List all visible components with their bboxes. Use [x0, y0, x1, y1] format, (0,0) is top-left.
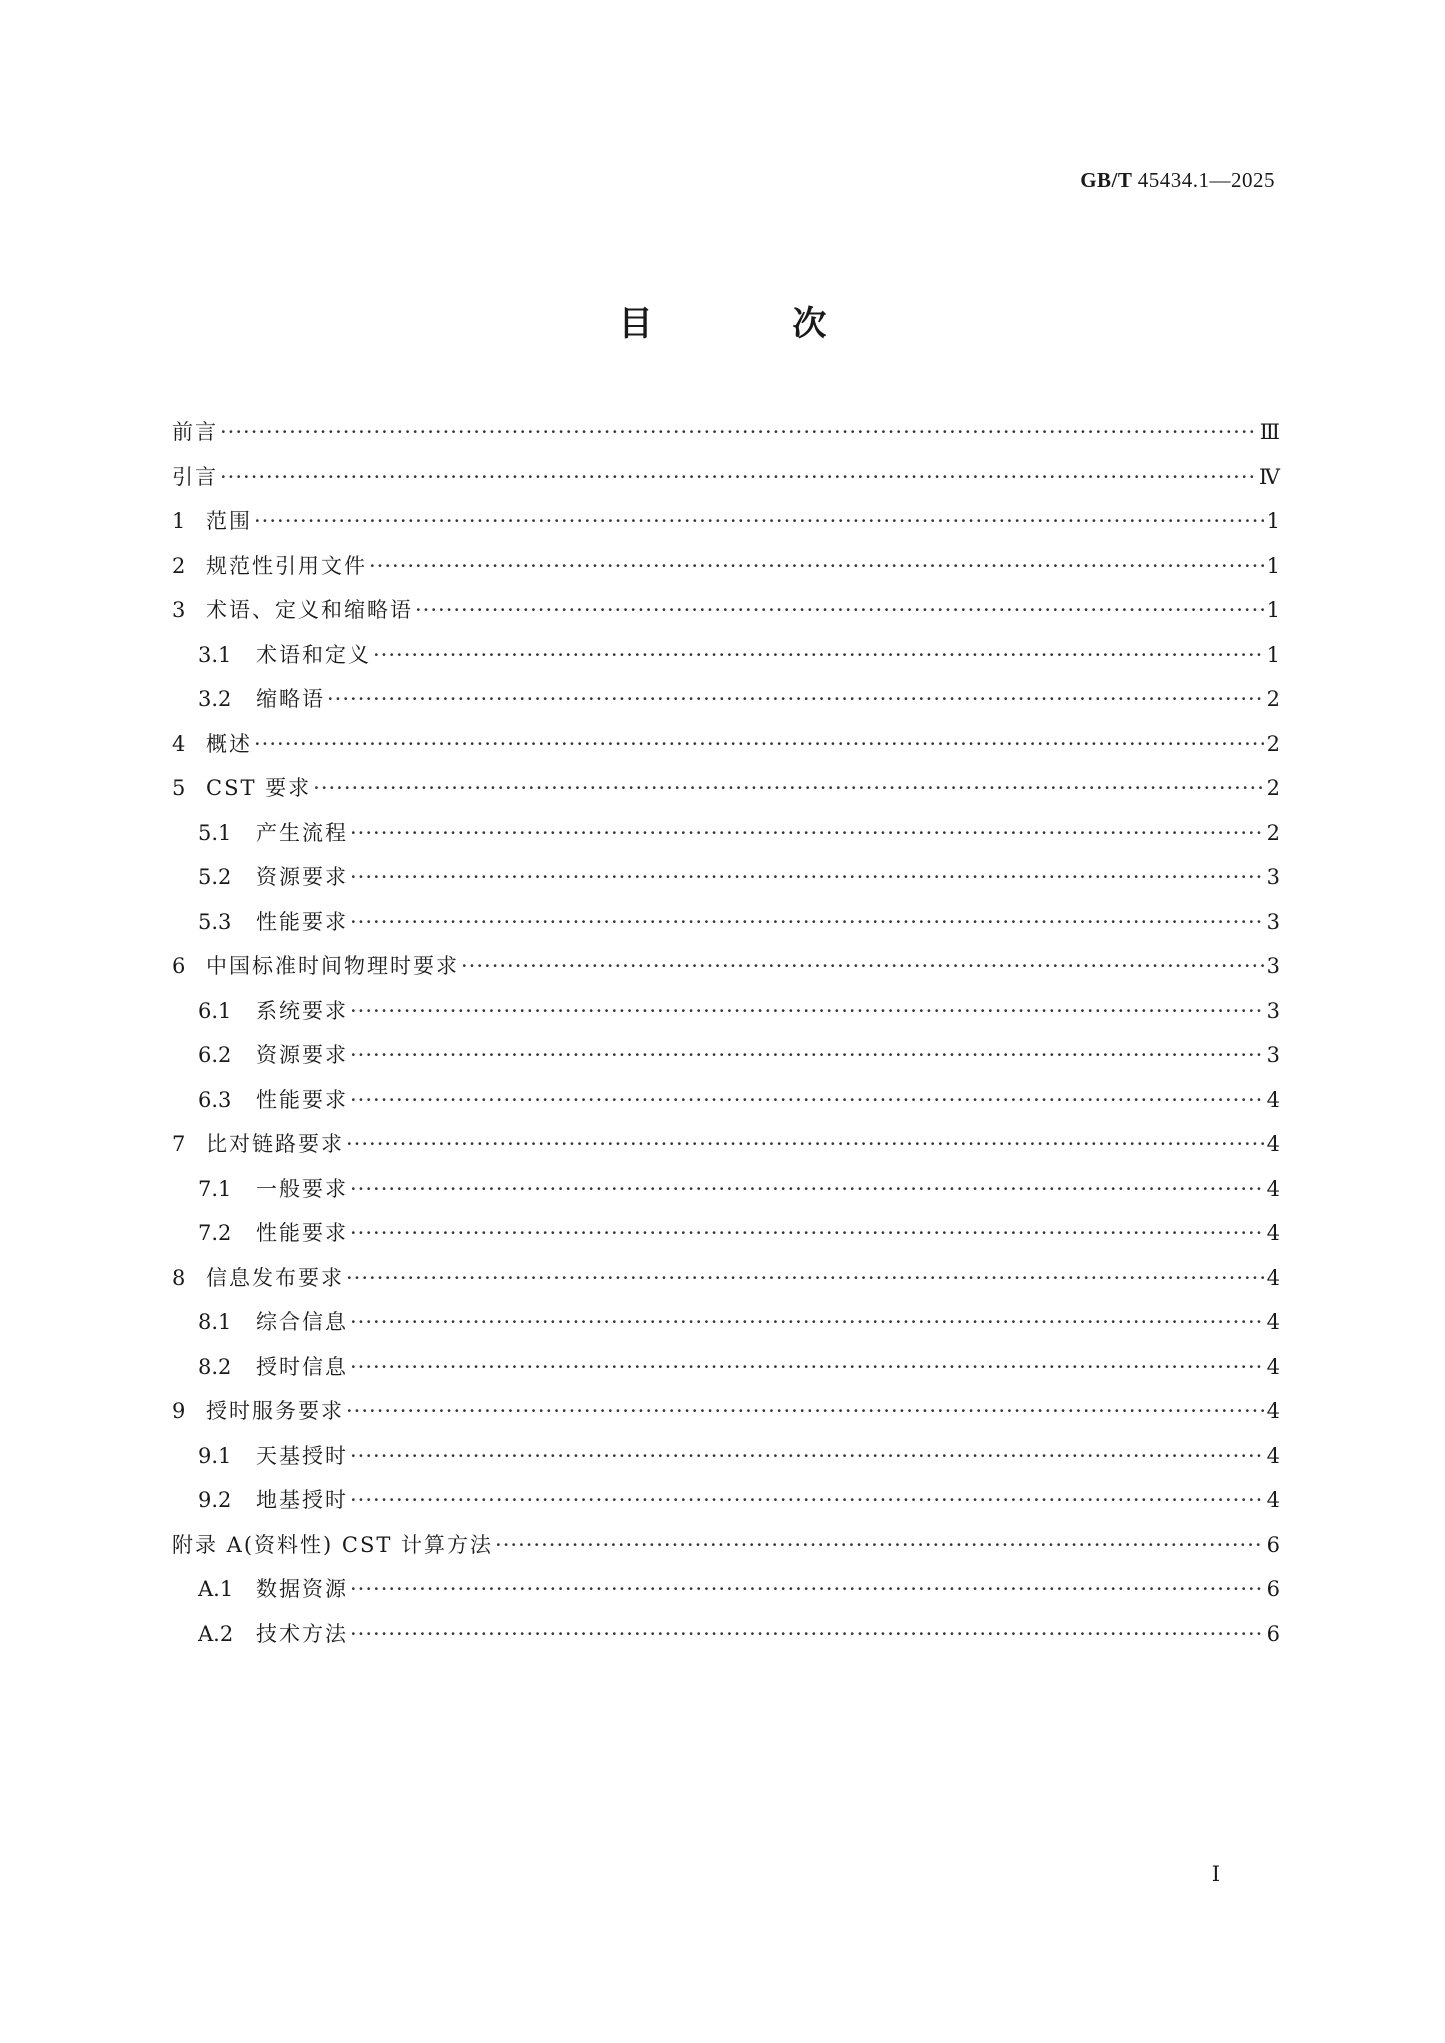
toc-entry[interactable] [172, 633, 1280, 678]
toc-entry-number: 3 [172, 598, 186, 622]
toc-entry-label: 概述 [206, 731, 252, 756]
toc-entry-page: 4 [1266, 1354, 1280, 1379]
toc-entry-number: 7.1 [198, 1176, 232, 1201]
toc-entry[interactable] [172, 1478, 1280, 1523]
toc-entry-page: 2 [1266, 731, 1280, 756]
toc-entry[interactable] [172, 455, 1280, 500]
toc-dot-leader [350, 1211, 1264, 1256]
toc-dot-leader [350, 1078, 1264, 1123]
toc-dot-leader [313, 766, 1264, 811]
toc-entry-page: 4 [1266, 1443, 1280, 1468]
document-code-number: 45434.1—2025 [1137, 168, 1275, 192]
toc-dot-leader [346, 1256, 1264, 1301]
toc-entry[interactable] [172, 1612, 1280, 1657]
toc-entry-number: 2 [172, 553, 186, 578]
toc-entry-label: 引言 [172, 464, 218, 489]
toc-entry-number: 7 [172, 1132, 186, 1156]
toc-entry[interactable] [172, 499, 1280, 544]
toc-dot-leader [415, 588, 1264, 633]
toc-entry-number: 9 [172, 1399, 186, 1423]
toc-entry[interactable] [172, 944, 1280, 989]
toc-entry-page: 1 [1266, 642, 1280, 667]
toc-entry-label: 授时信息 [256, 1354, 348, 1379]
toc-entry-number: 5.3 [198, 909, 232, 934]
toc-entry[interactable] [172, 1256, 1280, 1301]
toc-dot-leader [220, 455, 1257, 500]
document-code [1080, 168, 1275, 193]
toc-entry[interactable] [172, 1345, 1280, 1390]
toc-entry-label: 范围 [206, 509, 252, 533]
toc-dot-leader [346, 1122, 1264, 1167]
toc-dot-leader [254, 722, 1264, 767]
toc-entry[interactable] [172, 1523, 1280, 1568]
toc-entry[interactable] [172, 722, 1280, 767]
toc-entry-page: 4 [1266, 1087, 1280, 1112]
toc-entry-number: 6 [172, 954, 186, 978]
toc-entry-page: 6 [1266, 1532, 1280, 1557]
toc-entry-label: 附录 A(资料性) CST 计算方法 [172, 1532, 494, 1557]
toc-entry-number: 7.2 [198, 1221, 232, 1245]
toc-entry-page: 3 [1266, 954, 1280, 978]
toc-dot-leader [369, 544, 1264, 589]
toc-entry-label: 资源要求 [256, 1043, 348, 1067]
toc-entry[interactable] [172, 1300, 1280, 1345]
toc-entry[interactable] [172, 544, 1280, 589]
toc-entry[interactable] [172, 1122, 1280, 1167]
toc-entry[interactable] [172, 1567, 1280, 1612]
toc-entry-label: 地基授时 [256, 1488, 348, 1512]
toc-dot-leader [254, 499, 1264, 544]
toc-entry-page: 3 [1266, 909, 1280, 934]
toc-dot-leader [350, 811, 1264, 856]
toc-entry-number: 3.2 [198, 687, 232, 711]
toc-entry-number: A.1 [198, 1577, 234, 1601]
toc-entry-page: 4 [1266, 1265, 1280, 1290]
toc-entry-label: 性能要求 [256, 1221, 348, 1245]
toc-dot-leader [350, 1478, 1264, 1523]
toc-dot-leader [350, 900, 1264, 945]
toc-entry-page: 4 [1266, 1310, 1280, 1334]
table-of-contents [172, 410, 1280, 1656]
toc-entry[interactable] [172, 1211, 1280, 1256]
toc-entry-number: 8.2 [198, 1354, 232, 1379]
toc-entry[interactable] [172, 677, 1280, 722]
toc-entry[interactable] [172, 766, 1280, 811]
toc-entry-label: 一般要求 [256, 1176, 348, 1201]
toc-entry[interactable] [172, 588, 1280, 633]
toc-entry-label: 授时服务要求 [206, 1399, 344, 1423]
toc-entry-label: 规范性引用文件 [206, 553, 367, 578]
toc-dot-leader [350, 989, 1264, 1034]
toc-dot-leader [350, 1434, 1264, 1479]
toc-entry-number: A.2 [198, 1621, 234, 1646]
toc-entry-page: Ⅲ [1259, 420, 1280, 444]
toc-dot-leader [350, 1567, 1264, 1612]
toc-dot-leader [327, 677, 1264, 722]
toc-entry-number: 6.2 [198, 1043, 232, 1067]
toc-entry-page: 4 [1266, 1399, 1280, 1423]
toc-entry-label: CST 要求 [206, 776, 312, 800]
toc-entry-number: 4 [172, 731, 186, 756]
toc-entry-page: 6 [1266, 1621, 1280, 1646]
toc-entry-page: 1 [1266, 598, 1280, 622]
toc-entry-number: 3.1 [198, 642, 232, 667]
toc-entry-label: 中国标准时间物理时要求 [206, 954, 459, 978]
toc-entry-page: 4 [1266, 1132, 1280, 1156]
toc-entry[interactable] [172, 900, 1280, 945]
toc-entry-label: 系统要求 [256, 998, 348, 1023]
document-code-prefix: GB/T [1080, 168, 1132, 192]
toc-entry-page: 6 [1266, 1577, 1280, 1601]
toc-entry-page: Ⅳ [1259, 464, 1280, 489]
toc-entry[interactable] [172, 410, 1280, 455]
toc-entry-page: 3 [1266, 1043, 1280, 1067]
toc-entry-page: 2 [1266, 776, 1280, 800]
toc-entry-page: 3 [1266, 998, 1280, 1023]
toc-dot-leader [350, 1345, 1264, 1390]
toc-entry-label: 产生流程 [256, 820, 348, 845]
toc-entry-number: 6.1 [198, 998, 232, 1023]
toc-entry[interactable] [172, 811, 1280, 856]
toc-entry-label: 性能要求 [256, 909, 348, 934]
toc-entry-number: 6.3 [198, 1087, 232, 1112]
toc-entry[interactable] [172, 1167, 1280, 1212]
toc-entry-label: 资源要求 [256, 865, 348, 889]
toc-entry-page: 2 [1266, 687, 1280, 711]
toc-entry-label: 技术方法 [256, 1621, 348, 1646]
toc-dot-leader [220, 410, 1258, 455]
toc-entry[interactable] [172, 1389, 1280, 1434]
toc-dot-leader [350, 1033, 1264, 1078]
toc-entry-page: 1 [1266, 553, 1280, 578]
toc-entry-number: 9.2 [198, 1488, 232, 1512]
toc-entry-page: 1 [1266, 509, 1280, 533]
toc-entry-number: 8.1 [198, 1310, 232, 1334]
toc-dot-leader [350, 1612, 1264, 1657]
toc-entry-label: 术语、定义和缩略语 [206, 598, 413, 622]
toc-entry-number: 5.1 [198, 820, 232, 845]
toc-entry[interactable] [172, 1434, 1280, 1479]
toc-entry[interactable] [172, 1078, 1280, 1123]
toc-entry-number: 1 [172, 509, 186, 533]
toc-entry-label: 性能要求 [256, 1087, 348, 1112]
toc-entry-page: 2 [1266, 820, 1280, 845]
toc-entry-number: 9.1 [198, 1443, 232, 1468]
toc-entry-page: 3 [1266, 865, 1280, 889]
toc-entry[interactable] [172, 855, 1280, 900]
toc-title: 目 次 [618, 304, 891, 344]
toc-dot-leader [373, 633, 1264, 678]
toc-entry-page: 4 [1266, 1176, 1280, 1201]
toc-dot-leader [350, 1167, 1264, 1212]
toc-entry[interactable] [172, 989, 1280, 1034]
toc-entry-label: 缩略语 [256, 687, 325, 711]
toc-dot-leader [346, 1389, 1264, 1434]
toc-entry-number: 5 [172, 776, 186, 800]
toc-dot-leader [350, 855, 1264, 900]
toc-entry-label: 信息发布要求 [206, 1265, 344, 1290]
toc-entry[interactable] [172, 1033, 1280, 1078]
toc-entry-page: 4 [1266, 1488, 1280, 1512]
toc-entry-label: 数据资源 [256, 1577, 348, 1601]
toc-entry-number: 8 [172, 1265, 186, 1290]
toc-entry-label: 综合信息 [256, 1310, 348, 1334]
toc-entry-page: 4 [1266, 1221, 1280, 1245]
toc-dot-leader [350, 1300, 1264, 1345]
toc-entry-label: 术语和定义 [256, 642, 371, 667]
toc-entry-label: 前言 [172, 420, 218, 444]
page-number: Ⅰ [1211, 1862, 1220, 1886]
toc-dot-leader [495, 1523, 1264, 1568]
toc-entry-label: 天基授时 [256, 1443, 348, 1468]
toc-entry-number: 5.2 [198, 865, 232, 889]
toc-dot-leader [461, 944, 1264, 989]
toc-entry-label: 比对链路要求 [206, 1132, 344, 1156]
